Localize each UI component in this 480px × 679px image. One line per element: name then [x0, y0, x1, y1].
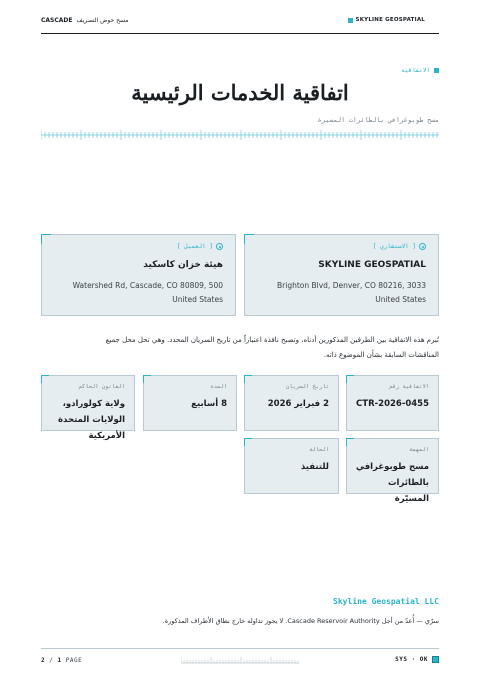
client-tag-text: [ العميل ] — [176, 243, 213, 250]
meta-label: الاتفاقية رقم — [389, 384, 429, 390]
page-word: PAGE — [65, 657, 83, 664]
meta-value: 2 فبراير 2026 — [267, 399, 329, 409]
meta-agreement-number — [346, 375, 439, 431]
consultant-address-line2: United States — [375, 295, 426, 304]
meta-label: المهمة — [409, 447, 429, 453]
meta-label: الحالة — [309, 447, 329, 453]
header-company-name: SKYLINE GEOSPATIAL — [355, 17, 425, 23]
meta-value: مسح طوبوغرافي بالطائرات المسيّرة — [355, 462, 429, 504]
client-address — [52, 279, 223, 307]
meta-value: CTR-2026-0455 — [356, 399, 429, 409]
meta-duration — [143, 375, 237, 431]
client-address-line1: Watershed Rd, Cascade, CO 80809, 500 — [72, 281, 223, 290]
client-card — [41, 234, 236, 316]
page-number: 2 / 1 PAGE — [41, 657, 83, 664]
header-brand: CASCADE — [41, 17, 73, 24]
consultant-tag-text: [ الاستشاري ] — [372, 243, 416, 250]
title-ruler — [41, 130, 439, 140]
header-left — [41, 17, 129, 24]
target-icon — [216, 243, 223, 250]
client-name: هيئة خزان كاسكيد — [143, 260, 223, 270]
brand-square-icon — [348, 18, 353, 23]
system-status-text: SYS · OK — [395, 656, 428, 663]
card-corner — [244, 438, 252, 446]
page-total: 1 — [57, 657, 62, 664]
consultant-name: SKYLINE GEOSPATIAL — [318, 260, 426, 270]
card-corner — [244, 375, 252, 383]
section-square-icon — [434, 68, 439, 73]
client-address-line2: United States — [172, 295, 223, 304]
page-footer — [41, 648, 439, 670]
footer-ruler — [181, 657, 299, 664]
card-corner — [143, 375, 151, 383]
meta-value: 8 أسابيع — [191, 399, 227, 409]
consultant-tag — [373, 243, 426, 250]
card-corner — [41, 375, 49, 383]
card-corner — [346, 375, 354, 383]
intro-paragraph: تُبرم هذه الاتفاقية بين الطرفين المذكورين أدناه، وتصبح نافذة اعتباراً من تاريخ السريان المحدد. وهي تحل محل جميع المناقشات السابقة بشأن الموضوع ذاته. — [105, 336, 439, 359]
confidentiality-note: سرّي — أُعدّ من أجل Cascade Reservoir Authority. لا يجوز تداوله خارج نطاق الأطراف المذكورة. — [162, 617, 439, 625]
page-header — [41, 14, 439, 34]
meta-task — [346, 438, 439, 504]
section-label — [401, 67, 439, 74]
consultant-address — [255, 279, 426, 307]
page-subtitle: مسح طوبوغرافي بالطائرات المسيرة — [317, 116, 439, 124]
meta-value: ولاية كولورادو، الولايات المتحدة الأمريكية — [58, 399, 125, 441]
system-status — [395, 656, 439, 663]
page-current: 2 — [41, 657, 46, 664]
consultant-address-line1: Brighton Blvd, Denver, CO 80216, 3033 — [277, 281, 426, 290]
target-icon — [419, 243, 426, 250]
meta-effective-date — [244, 375, 339, 431]
status-square-icon — [432, 656, 439, 663]
meta-status — [244, 438, 339, 494]
meta-governing-law — [41, 375, 135, 441]
page-title: اتفاقية الخدمات الرئيسية — [131, 80, 349, 105]
card-corner — [41, 234, 51, 244]
section-label-text: الاتفاقية — [401, 67, 430, 74]
meta-label: المدة — [210, 384, 227, 390]
header-doc-short: مسح حوض التصريف — [76, 17, 129, 24]
header-company — [348, 17, 425, 23]
card-corner — [244, 234, 254, 244]
client-tag — [177, 243, 223, 250]
meta-label: تاريخ السريان — [285, 384, 329, 390]
card-corner — [346, 438, 354, 446]
consultant-card — [244, 234, 439, 316]
meta-label: القانون الحاكم — [78, 384, 125, 390]
meta-value: للتنفيذ — [300, 462, 329, 472]
signature-company: Skyline Geospatial LLC — [333, 597, 439, 606]
